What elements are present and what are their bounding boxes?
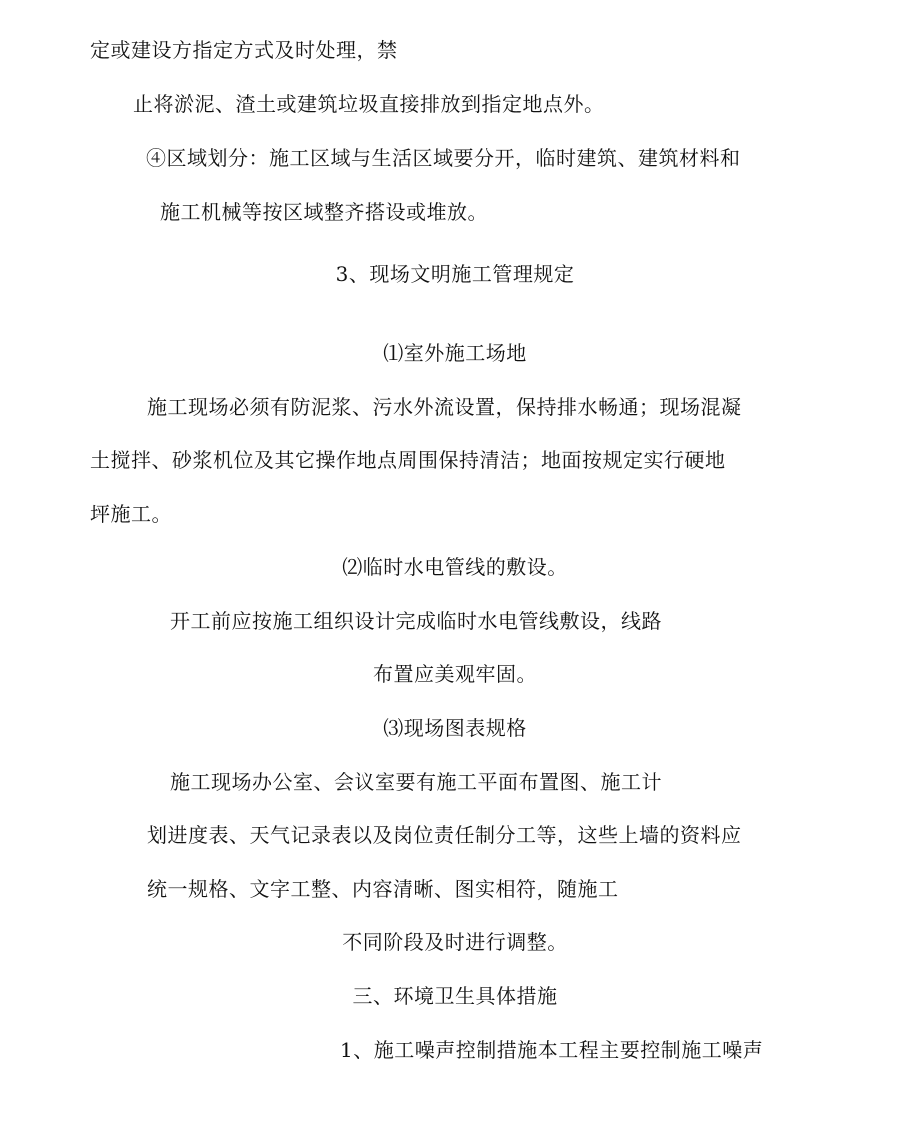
subheading-outdoor-site: ⑴室外施工场地 (383, 341, 527, 365)
paragraph-charts-4: 不同阶段及时进行调整。 (342, 930, 568, 954)
subheading-charts: ⑶现场图表规格 (383, 716, 527, 740)
paragraph-outdoor-1: 施工现场必须有防泥浆、污水外流设置，保持排水畅通；现场混凝 (147, 395, 742, 419)
text-line-zoning-cont: 施工机械等按区域整齐搭设或堆放。 (160, 200, 488, 224)
text-line-discharge: 止将淤泥、渣土或建筑垃圾直接排放到指定地点外。 (133, 92, 605, 116)
paragraph-outdoor-2: 土搅拌、砂浆机位及其它操作地点周围保持清洁；地面按规定实行硬地 (90, 448, 726, 472)
section-heading-3: 3、现场文明施工管理规定 (335, 262, 575, 286)
text-line-zoning: ④区域划分：施工区域与生活区域要分开，临时建筑、建筑材料和 (146, 146, 741, 170)
subheading-utilities: ⑵临时水电管线的敷设。 (342, 555, 568, 579)
paragraph-utilities-2: 布置应美观牢固。 (373, 662, 537, 686)
paragraph-charts-3: 统一规格、文字工整、内容清晰、图实相符，随施工 (147, 877, 619, 901)
paragraph-charts-1: 施工现场办公室、会议室要有施工平面布置图、施工计 (170, 770, 662, 794)
paragraph-charts-2: 划进度表、天气记录表以及岗位责任制分工等，这些上墙的资料应 (147, 823, 742, 847)
paragraph-utilities-1: 开工前应按施工组织设计完成临时水电管线敷设，线路 (170, 609, 662, 633)
text-line-continuation: 定或建设方指定方式及时处理，禁 (90, 38, 398, 62)
paragraph-noise: 1、施工噪声控制措施本工程主要控制施工噪声 (340, 1038, 764, 1062)
paragraph-outdoor-3: 坪施工。 (90, 502, 172, 526)
section-heading-hygiene: 三、环境卫生具体措施 (352, 984, 558, 1008)
